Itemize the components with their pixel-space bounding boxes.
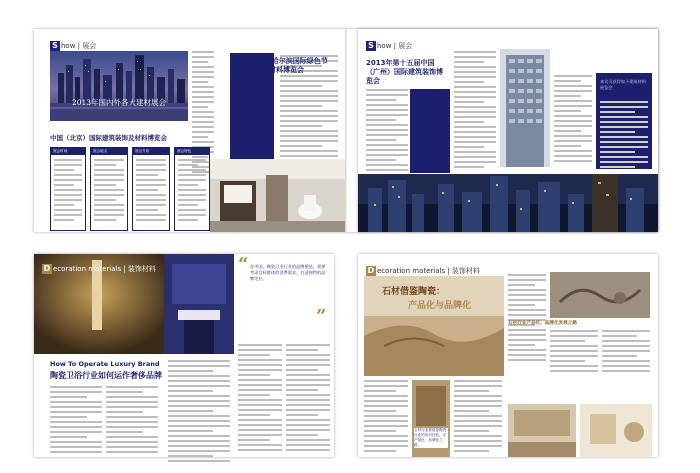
section-tag-label: how | 展会 — [377, 42, 413, 50]
info-box-heading: 展会介绍 — [133, 148, 169, 155]
stone-sample-photo — [412, 380, 450, 457]
quote-close-icon: ” — [316, 306, 327, 327]
chinese-title: 陶瓷卫浴行业如何运作奢侈品牌 — [50, 371, 162, 380]
city-skyline-banner — [50, 51, 188, 121]
pullquote-block — [238, 254, 330, 338]
text-column — [454, 51, 496, 171]
navy-block — [410, 89, 450, 173]
text-column — [454, 380, 502, 455]
text-column — [286, 344, 330, 454]
sidebar-box — [596, 73, 652, 169]
section-tag-label: ecoration materials | 装饰材料 — [53, 265, 156, 273]
section-tag — [42, 264, 156, 274]
side-caption: 石材行业产品化、品牌化发展之路 — [508, 321, 577, 326]
section-tag-initial: S — [50, 41, 60, 51]
info-box — [90, 147, 128, 231]
carved-stone-photo — [550, 272, 650, 318]
section-tag-initial: D — [367, 266, 375, 275]
section-tag — [366, 41, 412, 51]
info-box — [174, 147, 210, 231]
section-tag-initial: D — [43, 264, 51, 273]
pullquote-text: 在中国，陶瓷卫浴行业的品牌塑造，需要考虑目标群体的消费需求，打造独特的品牌定位。 — [250, 264, 326, 282]
text-column — [106, 386, 158, 456]
exhibition-subtitle: 中国（北京）国际建筑装饰及材料博览会 — [50, 134, 167, 142]
sidebar-heading: 来宾可获得如下建筑材料展览会 — [600, 79, 647, 90]
article-title-line1: 石材借鉴陶瓷： — [382, 287, 446, 297]
text-column — [364, 380, 408, 455]
info-box-heading: 展会地点 — [91, 148, 127, 155]
text-column — [238, 344, 282, 454]
quote-open-icon: “ — [238, 254, 249, 275]
interior-photo — [580, 404, 652, 457]
english-title: How To Operate Luxury Brand — [50, 360, 160, 368]
section-tag-label: ecoration materials | 装饰材料 — [377, 267, 480, 275]
info-grid — [50, 147, 210, 229]
info-box-heading: 展会时间 — [51, 148, 85, 155]
harbin-title: 第11届中国哈尔滨国际绿色节能建筑装饰材料博览会 — [234, 57, 328, 74]
magazine-spread-guangzhou — [358, 29, 658, 232]
tiled-room-photo — [508, 404, 576, 457]
info-box-heading: 展会特色 — [175, 148, 209, 155]
article-title-line2: 产品化与品牌化 — [408, 301, 472, 311]
magazine-spread-stone-ceramics — [358, 254, 658, 457]
section-tag-label: how | 展会 — [61, 42, 97, 50]
bathroom-photo — [210, 159, 346, 232]
section-tag-initial: S — [366, 41, 376, 51]
stone-wall-photo — [364, 276, 504, 376]
text-column — [168, 360, 230, 465]
info-box — [50, 147, 86, 231]
photo-caption: 石材行业要借鉴陶瓷行业的成功经验，走产品化、品牌化之路。 — [414, 428, 447, 447]
guangzhou-title: 2013年第十五届中国（广州）国际建筑装饰博览会 — [366, 59, 443, 85]
text-column — [554, 75, 592, 165]
text-column — [508, 274, 546, 364]
text-column — [602, 330, 650, 375]
magazine-spread-luxury-brand — [34, 254, 334, 457]
info-box — [132, 147, 170, 231]
section-tag — [366, 266, 480, 276]
section-tag — [50, 41, 96, 51]
text-column — [50, 386, 102, 456]
highrise-photo — [500, 49, 550, 167]
blue-vanity-photo — [164, 254, 234, 354]
night-city-photo — [358, 174, 658, 232]
text-column — [550, 330, 598, 375]
banner-title: 2013年国内外各大建材展会 — [71, 98, 167, 107]
